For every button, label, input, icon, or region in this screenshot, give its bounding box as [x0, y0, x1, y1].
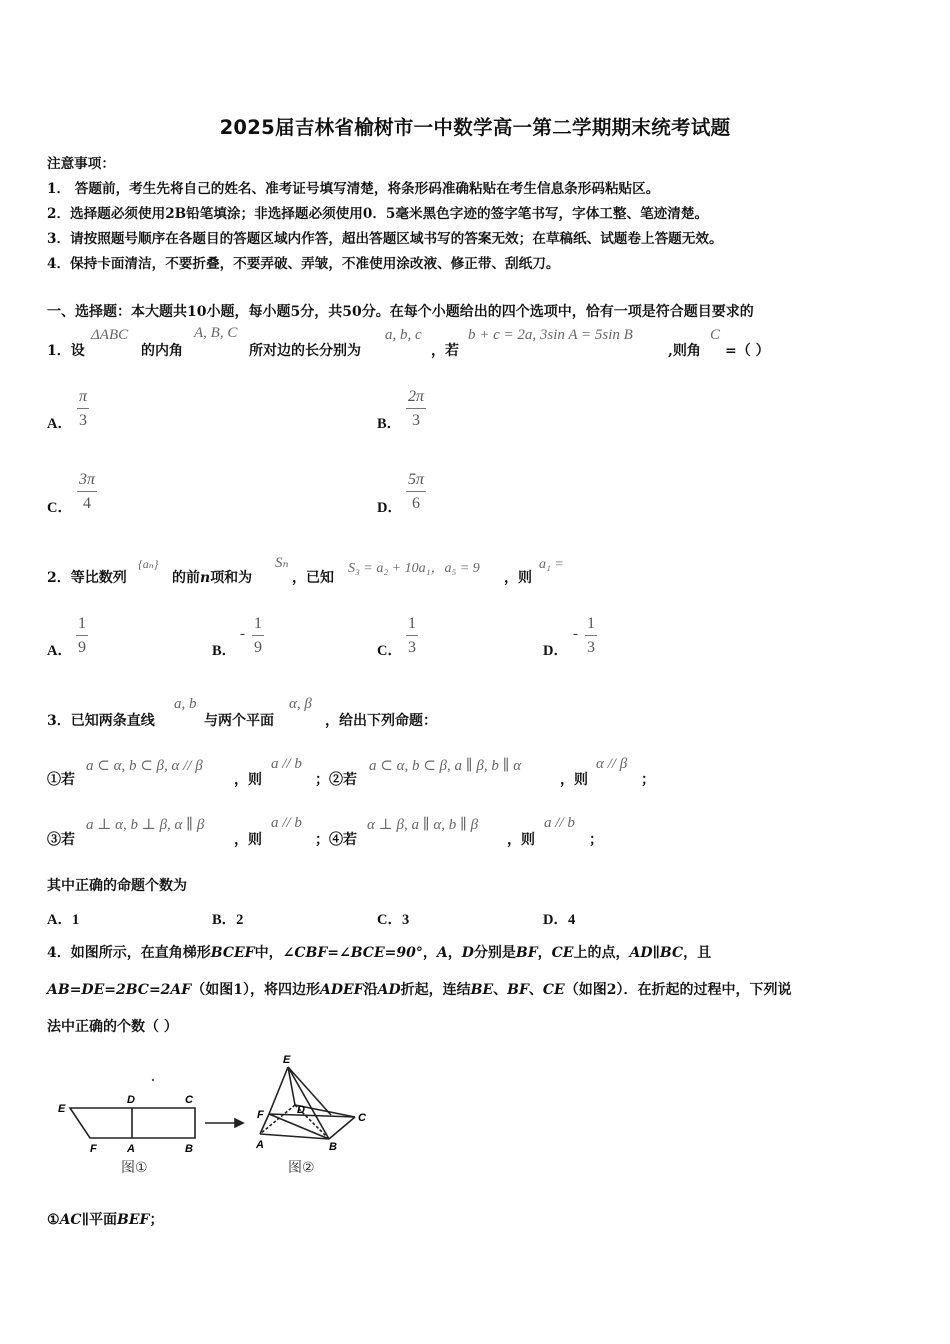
q3-text: ，则	[234, 772, 262, 788]
q3-text: 3．已知两条直线	[47, 713, 155, 729]
q3-math-planes: α, β	[289, 696, 312, 712]
q3-ask: 其中正确的命题个数为	[47, 878, 187, 894]
q2-option-b-sign: -	[240, 626, 245, 642]
fig1-caption: 图①	[121, 1159, 148, 1175]
q2-math-seq: {aₙ}	[138, 557, 159, 571]
stray-dot	[152, 1079, 154, 1081]
q4-statement-1: ①AC∥平面BEF；	[47, 1212, 164, 1228]
q3-prop2-label: ；②若	[315, 772, 357, 788]
q2-text: ，则	[504, 570, 532, 586]
q2-text: ，已知	[292, 570, 334, 586]
q3-text: ，则	[234, 832, 262, 848]
q2-option-a-value[interactable]: 1 9	[78, 615, 86, 656]
q2-option-a-label[interactable]: A．	[47, 643, 72, 659]
fig1-label-a: A	[127, 1143, 135, 1155]
q1-option-b-label[interactable]: B．	[377, 416, 402, 432]
q2-text: 的前n项和为	[172, 570, 253, 586]
q3-prop1-result: a // b	[271, 756, 302, 772]
q2-math-ask: a₁ =	[539, 557, 564, 572]
arrow-icon	[205, 1119, 243, 1127]
q1-text: 1．设	[47, 343, 85, 359]
fig2-label-e: E	[283, 1054, 291, 1066]
q1-option-a-value[interactable]: π 3	[79, 388, 88, 429]
fig1-label-d: D	[127, 1094, 135, 1106]
note-item: 2．选择题必须使用2B铅笔填涂；非选择题必须使用0．5毫米黑色字迹的签字笔书写，字体工整、笔迹清楚。	[47, 206, 709, 222]
fig2-label-b: B	[329, 1141, 337, 1153]
q2-option-c-value[interactable]: 1 3	[408, 615, 416, 656]
q4-line3: 法中正确的个数（ ）	[47, 1019, 178, 1035]
q3-option-c[interactable]: C．3	[377, 912, 410, 928]
fig1-label-b: B	[185, 1143, 193, 1155]
q3-option-b[interactable]: B．2	[212, 912, 244, 928]
fig2-label-a: A	[256, 1139, 264, 1151]
q4-figures	[45, 1050, 375, 1180]
q1-math-sides: a, b, c	[385, 327, 422, 343]
q3-prop4-result: a // b	[544, 815, 575, 831]
fig1-label-f: F	[90, 1143, 97, 1155]
q1-option-d-label[interactable]: D．	[377, 500, 402, 516]
q3-text: ，给出下列命题：	[325, 713, 437, 729]
q1-option-a-label[interactable]: A．	[47, 416, 72, 432]
q1-math-c: C	[710, 327, 721, 343]
q1-option-d-value[interactable]: 5π 6	[408, 471, 425, 512]
q3-text: 与两个平面	[204, 713, 274, 729]
q2-option-d-value[interactable]: 1 3	[587, 615, 595, 656]
fig1-label-e: E	[58, 1103, 66, 1115]
q1-math-condition: b + c = 2a, 3sin A = 5sin B	[468, 327, 633, 343]
q1-text: =（ ）	[725, 343, 770, 359]
q1-text: 所对边的长分别为	[249, 343, 361, 359]
q1-option-c-value[interactable]: 3π 4	[79, 471, 96, 512]
q1-text: ，若	[431, 343, 459, 359]
q3-option-d[interactable]: D．4	[543, 912, 576, 928]
page-title: 2025届吉林省榆树市一中数学高一第二学期期末统考试题	[219, 116, 731, 139]
section-heading: 一、选择题：本大题共10小题，每小题5分，共50分。在每个小题给出的四个选项中，恰有一项是符合题目要求的	[47, 304, 754, 320]
q3-prop1-label: ①若	[47, 772, 75, 788]
q2-math-condition: S₃ = a₂ + 10a₁，a₅ = 9	[348, 561, 480, 576]
q1-text: 的内角	[141, 343, 183, 359]
q2-option-b-value[interactable]: 1 9	[254, 615, 262, 656]
fig2-label-f: F	[257, 1109, 264, 1121]
q3-prop3-label: ③若	[47, 832, 75, 848]
q3-text: ；	[589, 832, 603, 848]
q4-line2: AB=DE=2BC=2AF（如图1），将四边形ADEF沿AD折起，连结BE、BF、CE（如图2）．在折起的过程中，下列说	[47, 982, 792, 998]
q3-option-a[interactable]: A．1	[47, 912, 80, 928]
q4-line1: 4．如图所示，在直角梯形BCEF中，∠CBF=∠BCE=90°，A，D分别是BF，CE上的点，AD∥BC，且	[47, 945, 712, 961]
q3-math-lines: a, b	[174, 696, 197, 712]
q2-option-d-sign: -	[573, 626, 578, 642]
q1-text: ,则角	[668, 343, 701, 359]
q2-option-c-label[interactable]: C．	[377, 643, 402, 659]
q3-prop4-math: α ⊥ β, a ∥ α, b ∥ β	[367, 817, 479, 833]
fig2-label-d: D	[297, 1104, 305, 1116]
q3-text: ；	[641, 772, 655, 788]
q3-prop3-math: a ⊥ α, b ⊥ β, α ∥ β	[86, 817, 205, 833]
q2-option-d-label[interactable]: D．	[543, 643, 568, 659]
figure-1-trapezoid	[70, 1108, 195, 1138]
notes-header: 注意事项：	[47, 156, 115, 172]
q3-prop1-math: a ⊂ α, b ⊂ β, α // β	[86, 758, 203, 774]
q2-option-b-label[interactable]: B．	[212, 643, 237, 659]
q2-math-sum: Sₙ	[275, 555, 289, 571]
q3-text: ，则	[560, 772, 588, 788]
q1-option-b-value[interactable]: 2π 3	[408, 388, 425, 429]
q3-text: ，则	[507, 832, 535, 848]
q3-prop3-result: a // b	[271, 815, 302, 831]
note-item: 1． 答题前，考生先将自己的姓名、准考证号填写清楚，将条形码准确粘贴在考生信息条形码粘贴区。	[47, 181, 660, 197]
fig1-label-c: C	[185, 1094, 193, 1106]
note-item: 4．保持卡面清洁，不要折叠，不要弄破、弄皱，不准使用涂改液、修正带、刮纸刀。	[47, 256, 560, 272]
fig2-caption: 图②	[288, 1159, 315, 1175]
q1-math-triangle: ΔABC	[91, 327, 129, 343]
note-item: 3．请按照题号顺序在各题目的答题区域内作答，超出答题区域书写的答案无效；在草稿纸、试题卷上答题无效。	[47, 231, 723, 247]
figure-2-solid	[260, 1067, 355, 1139]
q3-prop2-result: α // β	[596, 756, 628, 772]
fig2-label-c: C	[358, 1112, 366, 1124]
q1-math-angles: A, B, C	[194, 325, 238, 341]
q1-option-c-label[interactable]: C．	[47, 500, 72, 516]
q3-prop4-label: ；④若	[315, 832, 357, 848]
q3-prop2-math: a ⊂ α, b ⊂ β, a ∥ β, b ∥ α	[369, 758, 522, 774]
q2-text: 2．等比数列	[47, 570, 127, 586]
